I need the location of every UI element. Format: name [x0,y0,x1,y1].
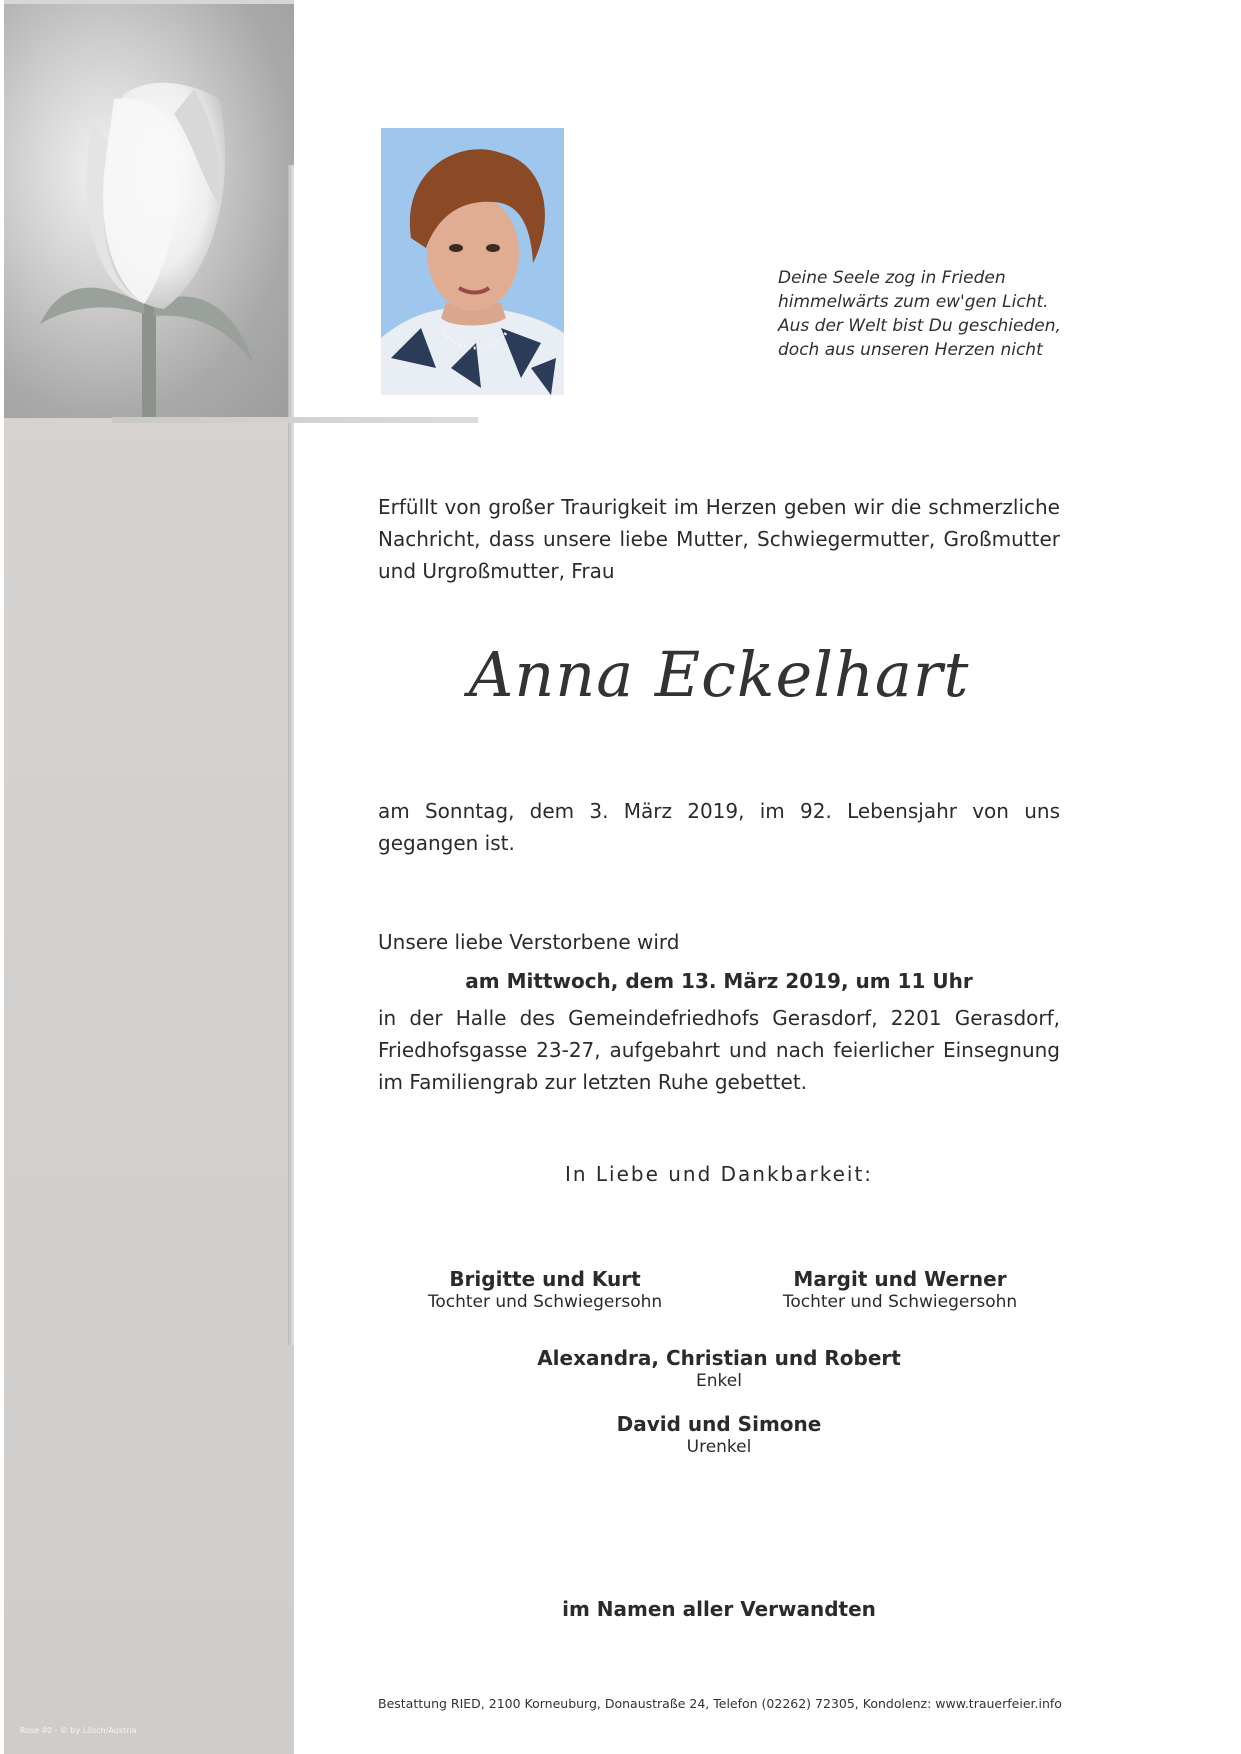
mourner-names: Margit und Werner [793,1267,1007,1291]
poem-line: doch aus unseren Herzen nicht [778,340,1043,360]
sidebar-edge [288,165,294,1345]
mourner-entry [378,1345,1060,1392]
image-credit: Rose 40 - © by Lösch/Austria [20,1726,137,1735]
death-notice: am Sonntag, dem 3. März 2019, im 92. Lebensjahr von uns gegangen ist. [378,799,1060,855]
mourner-names: David und Simone [616,1412,822,1436]
memorial-poem [778,266,1078,362]
mourner-relation: Enkel [696,1371,742,1391]
poem-line: himmelwärts zum ew'gen Licht. [778,292,1049,312]
deceased-name: Anna Eckelhart [468,638,970,711]
funeral-intro: Unsere liebe Verstorbene wird [378,930,680,954]
mourner-entry [378,1411,1060,1458]
portrait-photo [381,128,564,395]
mourner-relation: Urenkel [686,1437,752,1457]
gratitude-heading: In Liebe und Dankbarkeit: [564,1162,874,1186]
funeral-date: am Mittwoch, dem 13. März 2019, um 11 Uhr [465,969,973,993]
intro-paragraph: Erfüllt von großer Traurigkeit im Herzen geben wir die schmerzliche Nachricht, dass unsere liebe Mutter, Schwiegermutter, Großmutter und Urgroßmutter, Frau [378,495,1060,583]
funeral-home-footer: Bestattung RIED, 2100 Korneuburg, Donaustraße 24, Telefon (02262) 72305, Kondolenz: www.trauerfeier.info [378,1696,1062,1711]
mourner-entry [400,1266,690,1313]
mourner-names: Brigitte und Kurt [449,1267,641,1291]
mourner-entry [750,1266,1050,1313]
rose-illustration [4,4,294,418]
funeral-details: in der Halle des Gemeindefriedhofs Gerasdorf, 2201 Gerasdorf, Friedhofsgasse 23-27, aufgebahrt und nach feierlicher Einsegnung im Familiengrab zur letzten Ruhe gebettet. [378,1006,1060,1094]
on-behalf-line: im Namen aller Verwandten [562,1597,876,1621]
poem-line: Deine Seele zog in Frieden [778,268,1006,288]
divider-line [112,417,478,423]
portrait-illustration [381,128,564,395]
mourner-names: Alexandra, Christian und Robert [537,1346,901,1370]
mourner-relation: Tochter und Schwiegersohn [782,1292,1018,1312]
mourner-relation: Tochter und Schwiegersohn [427,1292,663,1312]
poem-line: Aus der Welt bist Du geschieden, [778,316,1061,336]
white-rose-image [4,4,294,418]
